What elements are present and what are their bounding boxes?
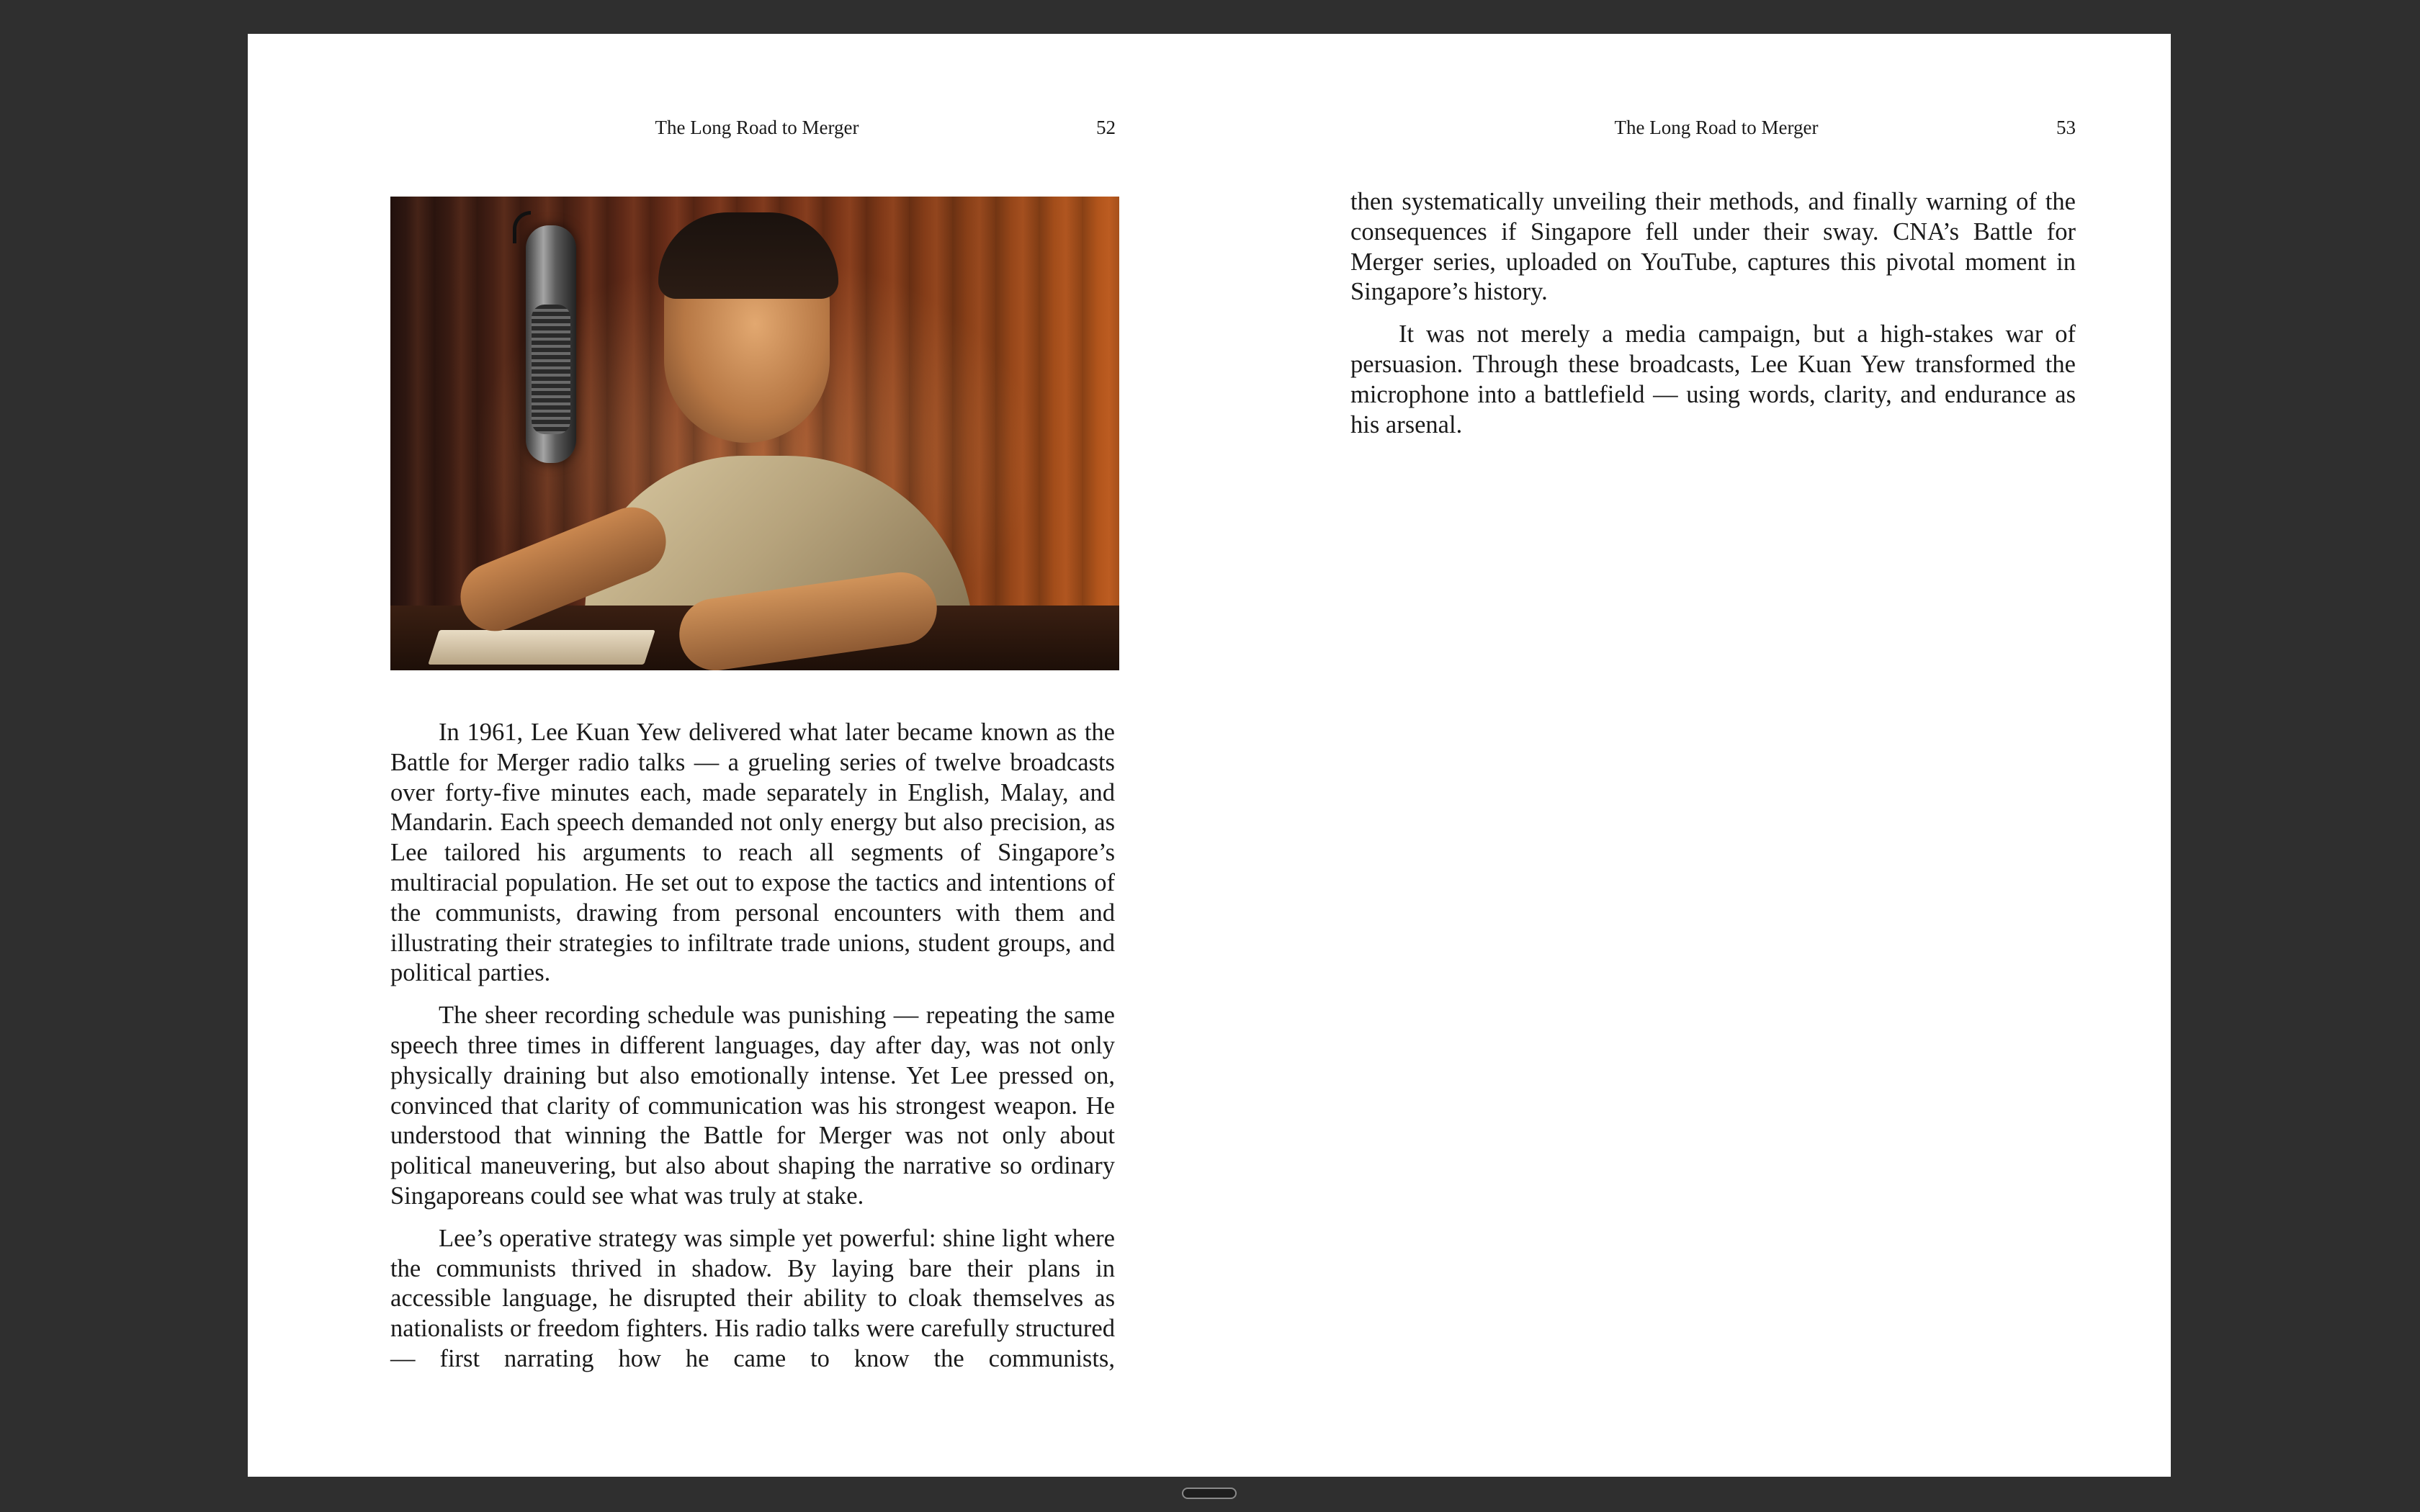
- paragraph: In 1961, Lee Kuan Yew delivered what later became known as the Battle for Merger radio talks — a grueling series of twelve broadcasts over forty-five minutes each, made separately in English, Malay, and Mandarin. Each speech demanded not only energy but also precision, as Lee tailored his arguments to reach all segments of Singapore’s multiracial population. He set out to expose the tactics and intentions of the communists, drawing from personal encounters with them and illustrating their strategies to infiltrate trade unions, student groups, and political parties.: [390, 719, 1115, 987]
- scroll-handle[interactable]: [1182, 1488, 1237, 1499]
- paragraph: The sheer recording schedule was punishing — repeating the same speech three times in different languages, day after day, was not only physically draining but also emotionally intense. Yet Lee pressed on, convinced that clarity of communication was his strongest weapon. He understood that winning the Battle for Merger was not only about political maneuvering, but also about shaping the narrative so ordinary Singaporeans could see what was truly at stake.: [390, 1002, 1115, 1210]
- paragraph: then systematically unveiling their methods, and finally warning of the consequences if Singapore fell under their sway. CNA’s Battle for Merger series, uploaded on YouTube, captures this pivotal moment in Singapore’s history.: [1350, 188, 2076, 306]
- right-page-body: [1350, 187, 2076, 452]
- book-spread[interactable]: [248, 34, 2171, 1477]
- page-number: 52: [1096, 117, 1116, 138]
- microphone-icon: [526, 225, 576, 463]
- left-page: [390, 34, 1119, 1477]
- radio-broadcast-illustration: [390, 197, 1119, 670]
- running-head-right: [1350, 113, 2076, 142]
- paragraph: It was not merely a media campaign, but a high-stakes war of persuasion. Through these broadcasts, Lee Kuan Yew transformed the microphone into a battlefield — using words, clarity, and endurance as his arsenal.: [1350, 320, 2076, 438]
- microphone-grill: [532, 305, 570, 434]
- script-paper: [428, 630, 655, 665]
- paragraph: Lee’s operative strategy was simple yet powerful: shine light where the communists thrived in shadow. By laying bare their plans in accessible language, he disrupted their ability to cloak themselves as nationalists or freedom fighters. His radio talks were carefully structured — first narrating how he came to know the communists,: [390, 1224, 1115, 1372]
- left-page-body: [390, 718, 1115, 1387]
- running-head-left: [390, 113, 1119, 142]
- page-number: 53: [2056, 117, 2076, 138]
- running-title: The Long Road to Merger: [655, 117, 859, 138]
- running-title: The Long Road to Merger: [1614, 117, 1819, 138]
- right-page: [1350, 34, 2076, 1477]
